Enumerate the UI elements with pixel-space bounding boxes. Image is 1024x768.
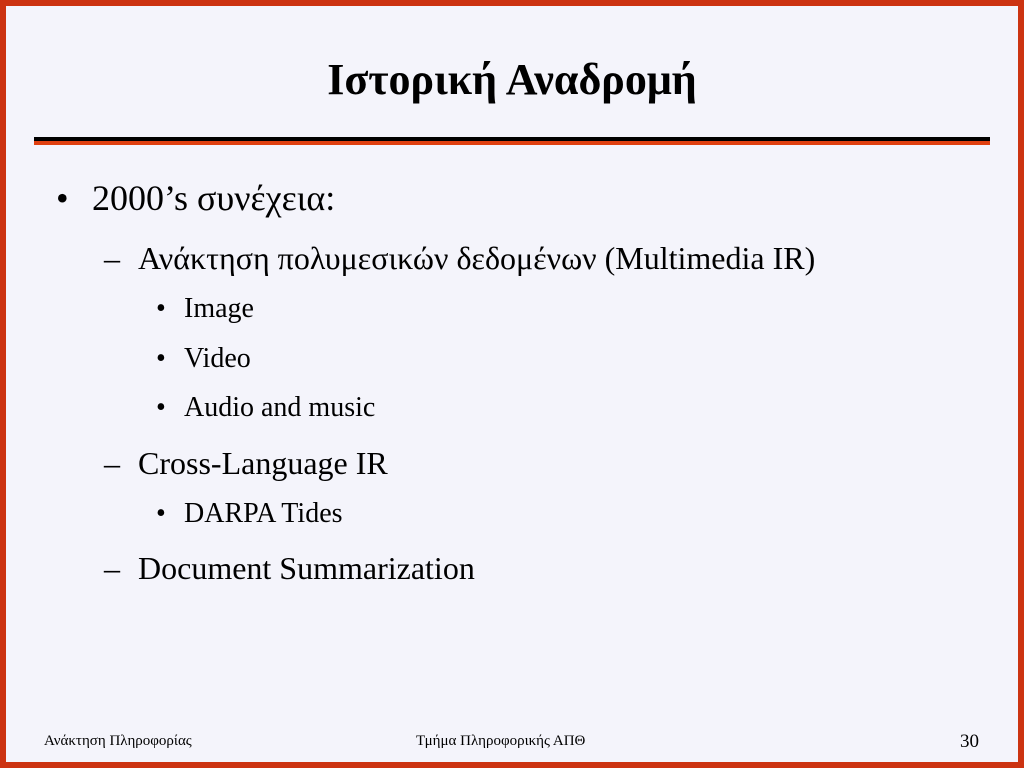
dash-marker-icon: – — [104, 445, 120, 481]
bullet-level3-video — [156, 341, 251, 377]
bullet-text: 2000’s συνέχεια: — [92, 178, 336, 218]
bullet-level1-2000s — [56, 176, 335, 220]
bullet-text: Audio and music — [184, 392, 376, 423]
bullet-level2-multimedia-ir — [104, 238, 815, 278]
bullet-dot-icon: • — [156, 343, 166, 374]
bullet-text: Ανάκτηση πολυμεσικών δεδομένων (Multimedia IR) — [138, 240, 816, 276]
bullet-level3-darpa-tides — [156, 496, 343, 532]
bullet-dot-icon: • — [156, 392, 166, 423]
bullet-text: Cross-Language IR — [138, 445, 388, 481]
bullet-dot-icon: • — [156, 498, 166, 529]
bullet-text: Image — [184, 293, 254, 324]
dash-marker-icon: – — [104, 240, 120, 276]
title-rule-accent — [34, 141, 990, 145]
dash-marker-icon: – — [104, 550, 120, 586]
bullet-level2-cross-language-ir — [104, 443, 388, 483]
bullet-dot-icon: • — [156, 293, 166, 324]
bullet-text: Video — [184, 343, 251, 374]
footer-department: Τμήμα Πληροφορικής ΑΠΘ — [416, 733, 586, 749]
bullet-dot-icon: • — [56, 178, 69, 218]
footer-course-name: Ανάκτηση Πληροφορίας — [44, 733, 192, 749]
page-number: 30 — [960, 731, 979, 752]
bullet-level3-image — [156, 291, 254, 327]
bullet-text: DARPA Tides — [184, 498, 343, 529]
bullet-level2-document-summarization — [104, 548, 475, 588]
bullet-level3-audio-music — [156, 390, 375, 426]
bullet-text: Document Summarization — [138, 550, 475, 586]
slide-title: Ιστορική Αναδρομή — [327, 55, 697, 104]
